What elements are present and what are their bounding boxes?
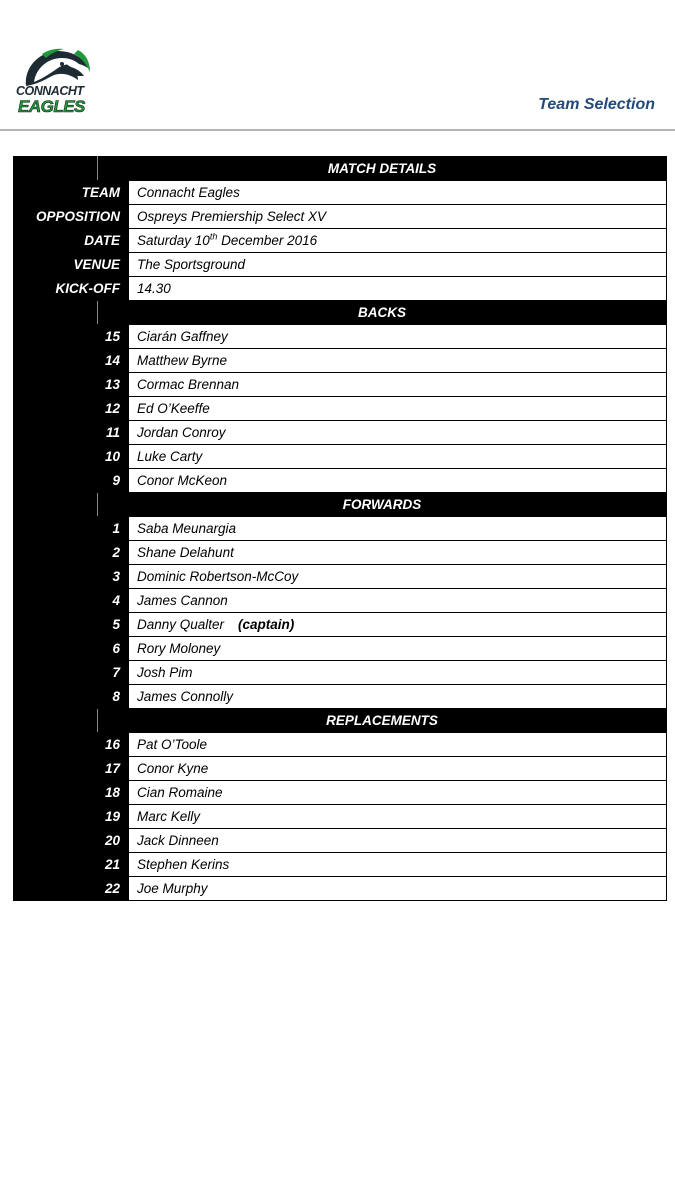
jersey-number: 13 (14, 373, 129, 397)
detail-label: DATE (14, 229, 129, 253)
jersey-number: 17 (14, 757, 129, 781)
jersey-number: 4 (14, 589, 129, 613)
jersey-number: 3 (14, 565, 129, 589)
jersey-number: 7 (14, 661, 129, 685)
logo-text-eagles: EAGLES (18, 97, 85, 116)
player-row (14, 445, 667, 469)
date-ordinal: th (209, 231, 218, 242)
player-row (14, 373, 667, 397)
jersey-number: 22 (14, 877, 129, 901)
section-title: FORWARDS (98, 493, 667, 517)
player-name: Rory Moloney (129, 637, 667, 661)
section-header-forwards (14, 493, 667, 517)
player-name: Saba Meunargia (129, 517, 667, 541)
jersey-number: 18 (14, 781, 129, 805)
player-row (14, 541, 667, 565)
section-title: REPLACEMENTS (98, 709, 667, 733)
detail-label: TEAM (14, 181, 129, 205)
player-name: Luke Carty (129, 445, 667, 469)
player-row (14, 421, 667, 445)
jersey-number: 10 (14, 445, 129, 469)
player-name: Jordan Conroy (129, 421, 667, 445)
player-name: James Cannon (129, 589, 667, 613)
player-name (129, 613, 667, 637)
player-row (14, 589, 667, 613)
section-title: BACKS (98, 301, 667, 325)
detail-label: KICK-OFF (14, 277, 129, 301)
player-name: Conor Kyne (129, 757, 667, 781)
date-day: Saturday 10 (137, 233, 210, 248)
player-name: Conor McKeon (129, 469, 667, 493)
player-name: James Connolly (129, 685, 667, 709)
player-name: Dominic Robertson-McCoy (129, 565, 667, 589)
player-name: Josh Pim (129, 661, 667, 685)
player-name: Joe Murphy (129, 877, 667, 901)
connacht-eagles-logo (12, 46, 92, 120)
detail-row-team (14, 181, 667, 205)
player-row (14, 757, 667, 781)
player-row (14, 517, 667, 541)
player-row (14, 733, 667, 757)
detail-row-date (14, 229, 667, 253)
detail-row-venue (14, 253, 667, 277)
player-row (14, 853, 667, 877)
player-name: Shane Delahunt (129, 541, 667, 565)
player-row (14, 685, 667, 709)
jersey-number: 20 (14, 829, 129, 853)
detail-label: OPPOSITION (14, 205, 129, 229)
captain-name: Danny Qualter (137, 617, 225, 632)
player-name: Ed O’Keeffe (129, 397, 667, 421)
detail-row-kick-off (14, 277, 667, 301)
player-row (14, 469, 667, 493)
player-name: Ciarán Gaffney (129, 325, 667, 349)
jersey-number: 15 (14, 325, 129, 349)
jersey-number: 2 (14, 541, 129, 565)
section-title: MATCH DETAILS (98, 157, 667, 181)
captain-badge: (captain) (238, 617, 295, 632)
section-header-match-details (14, 157, 667, 181)
detail-value: Connacht Eagles (129, 181, 667, 205)
date-month-year: December 2016 (217, 233, 318, 248)
team-selection-table (13, 156, 667, 901)
player-row (14, 349, 667, 373)
player-name: Marc Kelly (129, 805, 667, 829)
player-row (14, 565, 667, 589)
header-divider (0, 129, 675, 131)
jersey-number: 1 (14, 517, 129, 541)
player-row (14, 325, 667, 349)
player-name: Matthew Byrne (129, 349, 667, 373)
jersey-number: 5 (14, 613, 129, 637)
detail-label: VENUE (14, 253, 129, 277)
player-row (14, 781, 667, 805)
player-row (14, 397, 667, 421)
page-header (0, 0, 675, 132)
detail-value: Ospreys Premiership Select XV (129, 205, 667, 229)
jersey-number: 19 (14, 805, 129, 829)
player-name: Cormac Brennan (129, 373, 667, 397)
player-row (14, 661, 667, 685)
player-row (14, 829, 667, 853)
jersey-number: 9 (14, 469, 129, 493)
jersey-number: 21 (14, 853, 129, 877)
detail-value (129, 229, 667, 253)
jersey-number: 6 (14, 637, 129, 661)
jersey-number: 16 (14, 733, 129, 757)
jersey-number: 11 (14, 421, 129, 445)
jersey-number: 8 (14, 685, 129, 709)
player-row-captain (14, 613, 667, 637)
player-name: Stephen Kerins (129, 853, 667, 877)
logo-text-connacht: CONNACHT (16, 84, 84, 98)
jersey-number: 12 (14, 397, 129, 421)
document-title: Team Selection (538, 96, 655, 113)
detail-value: 14.30 (129, 277, 667, 301)
player-name: Pat O’Toole (129, 733, 667, 757)
detail-value: The Sportsground (129, 253, 667, 277)
section-header-replacements (14, 709, 667, 733)
player-row (14, 877, 667, 901)
player-name: Jack Dinneen (129, 829, 667, 853)
player-name: Cian Romaine (129, 781, 667, 805)
detail-row-opposition (14, 205, 667, 229)
jersey-number: 14 (14, 349, 129, 373)
section-header-backs (14, 301, 667, 325)
player-row (14, 637, 667, 661)
player-row (14, 805, 667, 829)
